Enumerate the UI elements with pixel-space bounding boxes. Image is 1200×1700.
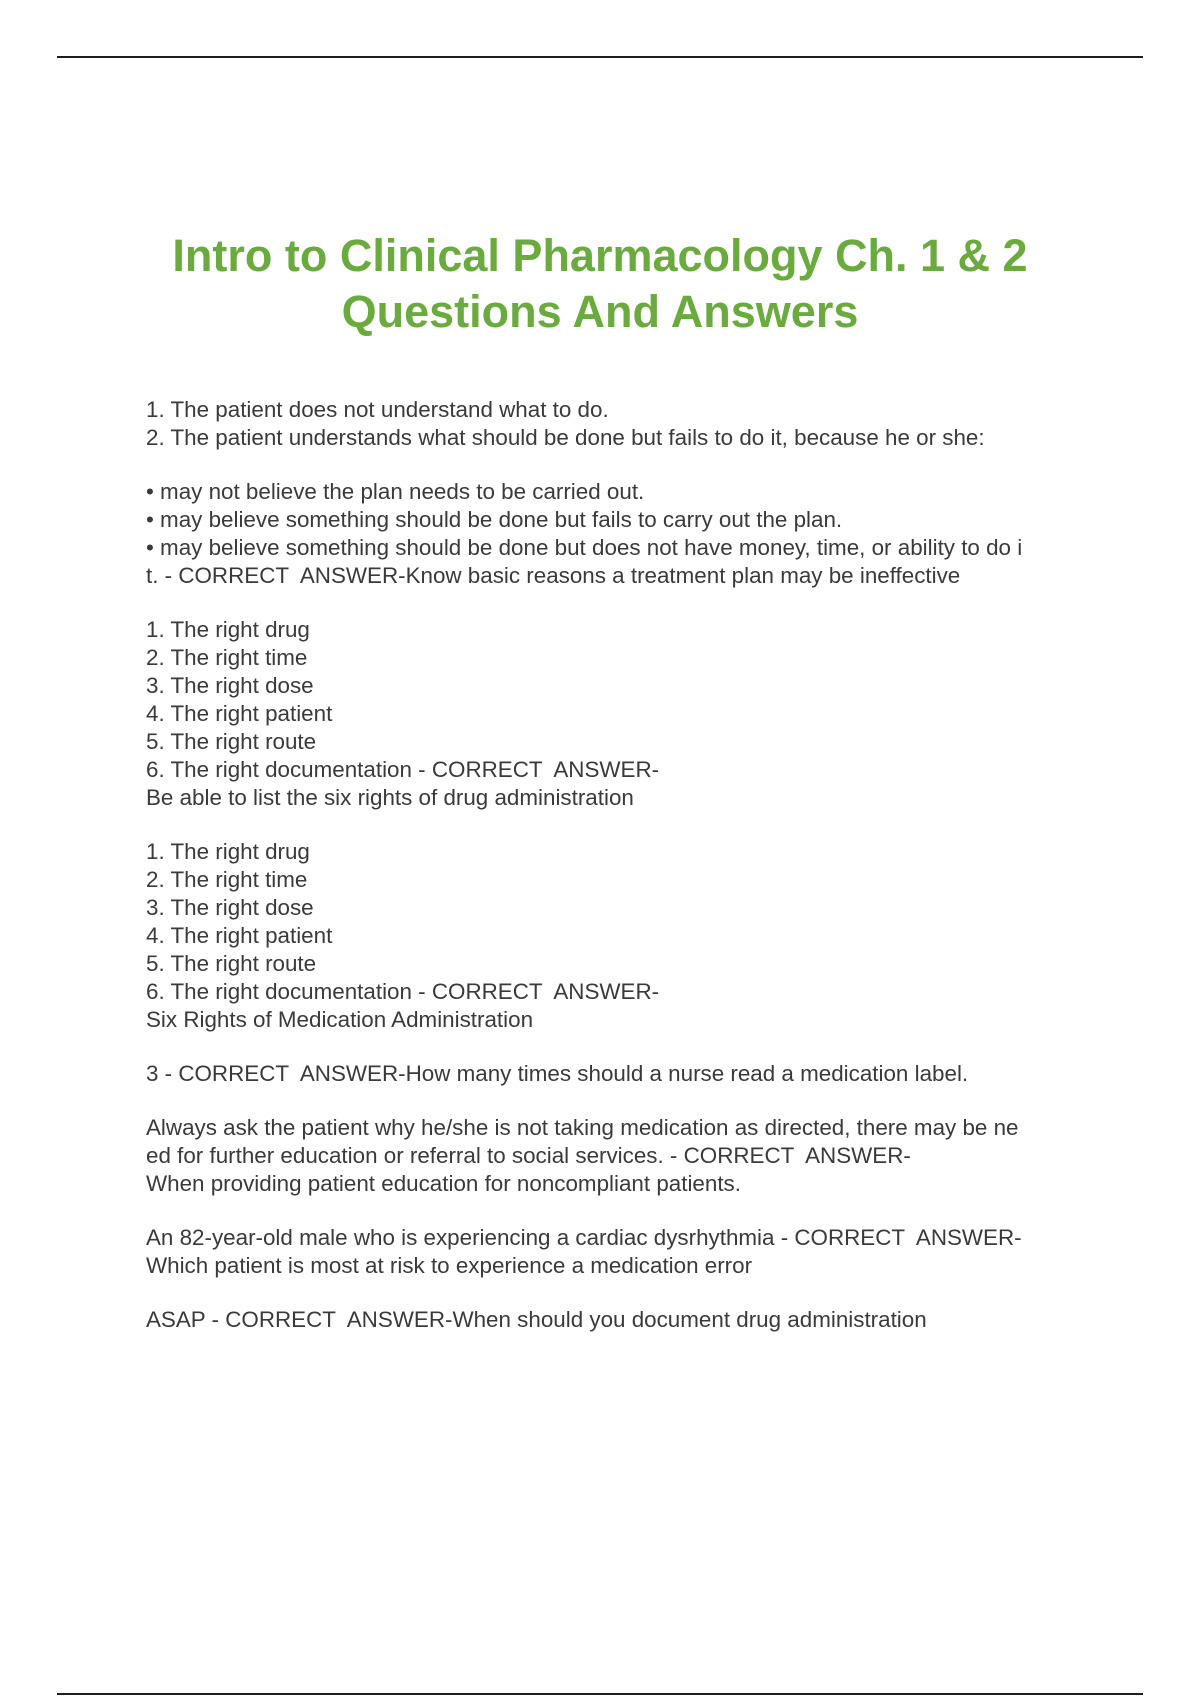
qa-line: 3. The right dose [146, 895, 314, 920]
qa-line: Six Rights of Medication Administration [146, 1007, 534, 1032]
qa-line: 6. The right documentation - CORRECT ANSWER- [146, 757, 660, 782]
qa-line: ed for further education or referral to social services. - CORRECT ANSWER- [146, 1143, 911, 1168]
qa-line: ASAP - CORRECT ANSWER-When should you document drug administration [146, 1307, 927, 1332]
qa-line: • may not believe the plan needs to be carried out. [146, 479, 645, 504]
qa-line: • may believe something should be done but does not have money, time, or ability to do i [146, 535, 1023, 560]
qa-line: 2. The right time [146, 867, 308, 892]
qa-entry-six-rights-list [146, 616, 1106, 812]
qa-line: 5. The right route [146, 729, 317, 754]
blank-line [146, 452, 1106, 478]
qa-entry-medication-error-risk [146, 1224, 1106, 1280]
qa-line: t. - CORRECT ANSWER-Know basic reasons a treatment plan may be ineffective [146, 563, 961, 588]
qa-line: 1. The patient does not understand what to do. [146, 397, 609, 422]
qa-line: • may believe something should be done but fails to carry out the plan. [146, 507, 843, 532]
qa-line: 3. The right dose [146, 673, 314, 698]
top-rule [57, 56, 1143, 58]
qa-content [146, 396, 1106, 1360]
qa-entry-document-timing [146, 1306, 1106, 1334]
qa-line: 1. The right drug [146, 839, 310, 864]
title-line-1: Intro to Clinical Pharmacology Ch. 1 & 2 [172, 230, 1028, 281]
qa-line: When providing patient education for noncompliant patients. [146, 1171, 741, 1196]
qa-line: 1. The right drug [146, 617, 310, 642]
qa-line: 4. The right patient [146, 923, 333, 948]
qa-line: Be able to list the six rights of drug administration [146, 785, 634, 810]
qa-line: Always ask the patient why he/she is not taking medication as directed, there may be ne [146, 1115, 1019, 1140]
document-title [100, 228, 1100, 340]
qa-entry-six-rights-medication [146, 838, 1106, 1034]
qa-line: Which patient is most at risk to experience a medication error [146, 1253, 753, 1278]
qa-line: An 82-year-old male who is experiencing a cardiac dysrhythmia - CORRECT ANSWER- [146, 1225, 1022, 1250]
qa-line: 5. The right route [146, 951, 317, 976]
qa-line: 3 - CORRECT ANSWER-How many times should a nurse read a medication label. [146, 1061, 969, 1086]
qa-line: 2. The patient understands what should be done but fails to do it, because he or she: [146, 425, 985, 450]
qa-entry-read-label [146, 1060, 1106, 1088]
bottom-rule [57, 1693, 1143, 1695]
title-line-2: Questions And Answers [341, 286, 859, 337]
qa-line: 2. The right time [146, 645, 308, 670]
qa-line: 6. The right documentation - CORRECT ANSWER- [146, 979, 660, 1004]
qa-line: 4. The right patient [146, 701, 333, 726]
qa-entry-noncompliant [146, 1114, 1106, 1198]
qa-entry-treatment-plan [146, 396, 1106, 590]
